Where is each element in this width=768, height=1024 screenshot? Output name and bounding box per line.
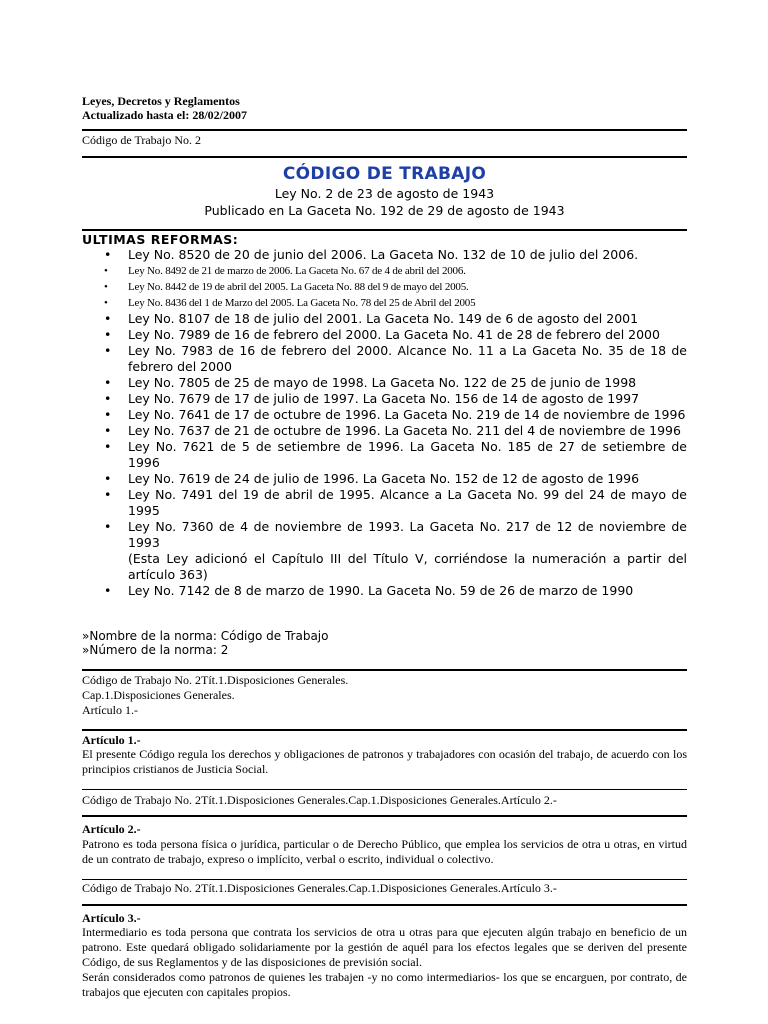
page-title: CÓDIGO DE TRABAJO bbox=[282, 164, 487, 184]
bullet-icon: • bbox=[104, 519, 112, 534]
article-1-heading: Artículo 1.- bbox=[82, 733, 141, 747]
bullet-icon: • bbox=[104, 265, 108, 277]
bullet-icon: • bbox=[104, 439, 112, 454]
norm-name: »Nombre de la norma: Código de Trabajo bbox=[82, 629, 329, 643]
breadcrumb-chapter[interactable]: Cap.1.Disposiciones Generales. bbox=[82, 688, 235, 702]
bullet-icon: • bbox=[104, 391, 112, 406]
bullet-icon: • bbox=[104, 311, 112, 326]
reform-item: • Ley No. 7805 de 25 de mayo de 1998. La Gaceta No. 122 de 25 de junio de 1998 bbox=[104, 375, 637, 390]
article-3-paragraph-1: Intermediario es toda persona que contrata los servicios de otra u otras para que ejecuten algún trabajo en beneficio de un patrono. Este quedará obligado solidariamente por la gestión de aquél para los efectos legales que se deriven del presente Código, de sus Reglamentos y de las disposiciones de previsión social. bbox=[82, 925, 687, 969]
bullet-icon: • bbox=[104, 487, 112, 502]
bullet-icon: • bbox=[104, 297, 108, 309]
reform-item: • Ley No. 7621 de 5 de setiembre de 1996. La Gaceta No. 185 de 27 de setiembre de 1996 bbox=[104, 439, 687, 470]
bullet-icon: • bbox=[104, 423, 112, 438]
breadcrumb-article-2[interactable]: Código de Trabajo No. 2Tít.1.Disposiciones Generales.Cap.1.Disposiciones Generales.Artículo 2.- bbox=[82, 793, 557, 807]
law-subtitle: Ley No. 2 de 23 de agosto de 1943 bbox=[274, 186, 495, 201]
divider bbox=[82, 879, 687, 880]
reform-item: • Ley No. 7679 de 17 de julio de 1997. La Gaceta No. 156 de 14 de agosto de 1997 bbox=[104, 391, 640, 406]
reform-item: • Ley No. 7983 de 16 de febrero del 2000. Alcance No. 11 a La Gaceta No. 35 de 18 de febrero del 2000 bbox=[104, 343, 687, 374]
reform-item: • Ley No. 7641 de 17 de octubre de 1996. La Gaceta No. 219 de 14 de noviembre de 1996 bbox=[104, 407, 686, 422]
reform-item: • Ley No. 7360 de 4 de noviembre de 1993. La Gaceta No. 217 de 12 de noviembre de 1993 (Esta Ley adicionó el Capítulo III del Título V, corriéndose la numeración a partir del artículo 363) bbox=[104, 519, 687, 582]
breadcrumb-article[interactable]: Artículo 1.- bbox=[82, 703, 138, 717]
bullet-icon: • bbox=[104, 583, 112, 598]
bullet-icon: • bbox=[104, 281, 108, 293]
reform-item: • Ley No. 8107 de 18 de julio del 2001. La Gaceta No. 149 de 6 de agosto del 2001 bbox=[104, 311, 639, 326]
article-2-body: Patrono es toda persona física o jurídica, particular o de Derecho Público, que emplea los servicios de otra u otras, en virtud de un contrato de trabajo, expreso o implícito, verbal o escrito, individual o colectivo. bbox=[82, 837, 687, 866]
divider bbox=[82, 669, 687, 671]
reform-item: • Ley No. 7619 de 24 de julio de 1996. La Gaceta No. 152 de 12 de agosto de 1996 bbox=[104, 471, 640, 486]
bullet-icon: • bbox=[104, 247, 112, 262]
reforms-list bbox=[82, 247, 687, 599]
publication-subtitle: Publicado en La Gaceta No. 192 de 29 de agosto de 1943 bbox=[204, 203, 565, 218]
bullet-icon: • bbox=[104, 343, 112, 358]
divider bbox=[82, 904, 687, 906]
article-3-heading: Artículo 3.- bbox=[82, 911, 141, 925]
article-2-heading: Artículo 2.- bbox=[82, 822, 141, 836]
divider bbox=[82, 789, 687, 790]
article-3-paragraph-2: Serán considerados como patronos de quienes les trabajen -y no como intermediarios- los que se encarguen, por contrato, de trabajos que ejecuten con capitales propios. bbox=[82, 970, 687, 999]
article-3-body bbox=[82, 925, 687, 1000]
reform-item: • Ley No. 7989 de 16 de febrero del 2000. La Gaceta No. 41 de 28 de febrero del 2000 bbox=[104, 327, 660, 342]
reforms-heading: ULTIMAS REFORMAS: bbox=[82, 232, 239, 247]
divider bbox=[82, 129, 687, 131]
reform-item: • Ley No. 8520 de 20 de junio del 2006. La Gaceta No. 132 de 10 de julio del 2006. bbox=[104, 247, 639, 262]
article-1-body: El presente Código regula los derechos y obligaciones de patronos y trabajadores con ocasión del trabajo, de acuerdo con los principios cristianos de Justicia Social. bbox=[82, 747, 687, 776]
bullet-icon: • bbox=[104, 327, 112, 342]
header-updated-date: Actualizado hasta el: 28/02/2007 bbox=[82, 108, 247, 122]
bullet-icon: • bbox=[104, 407, 112, 422]
header-collection-name: Leyes, Decretos y Reglamentos bbox=[82, 94, 240, 108]
title-block bbox=[82, 163, 687, 219]
divider bbox=[82, 229, 687, 231]
reform-item: • Ley No. 7142 de 8 de marzo de 1990. La Gaceta No. 59 de 26 de marzo de 1990 bbox=[104, 583, 634, 598]
reform-item: • Ley No. 7491 del 19 de abril de 1995. Alcance a La Gaceta No. 99 del 24 de mayo de 1995 bbox=[104, 487, 687, 518]
reform-item: • Ley No. 7637 de 21 de octubre de 1996. La Gaceta No. 211 del 4 de noviembre de 1996 bbox=[104, 423, 681, 438]
reform-item: • Ley No. 8442 de 19 de abril del 2005. La Gaceta No. 88 del 9 de mayo del 2005. bbox=[104, 281, 469, 293]
norm-number: »Número de la norma: 2 bbox=[82, 643, 229, 657]
breadcrumb-article-3[interactable]: Código de Trabajo No. 2Tít.1.Disposiciones Generales.Cap.1.Disposiciones Generales.Artículo 3.- bbox=[82, 881, 557, 895]
document-header bbox=[82, 94, 247, 122]
divider bbox=[82, 815, 687, 817]
divider bbox=[82, 729, 687, 731]
reform-item: • Ley No. 8436 del 1 de Marzo del 2005. La Gaceta No. 78 del 25 de Abril del 2005 bbox=[104, 297, 476, 309]
divider bbox=[82, 156, 687, 158]
reform-note: (Esta Ley adicionó el Capítulo III del Título V, corriéndose la numeración a partir del artículo 363) bbox=[128, 551, 687, 582]
reform-item: • Ley No. 8492 de 21 de marzo de 2006. La Gaceta No. 67 de 4 de abril del 2006. bbox=[104, 265, 466, 277]
bullet-icon: • bbox=[104, 375, 112, 390]
bullet-icon: • bbox=[104, 471, 112, 486]
breadcrumb-main[interactable]: Código de Trabajo No. 2 bbox=[82, 133, 202, 147]
breadcrumb-title[interactable]: Código de Trabajo No. 2Tít.1.Disposiciones Generales. bbox=[82, 673, 349, 687]
